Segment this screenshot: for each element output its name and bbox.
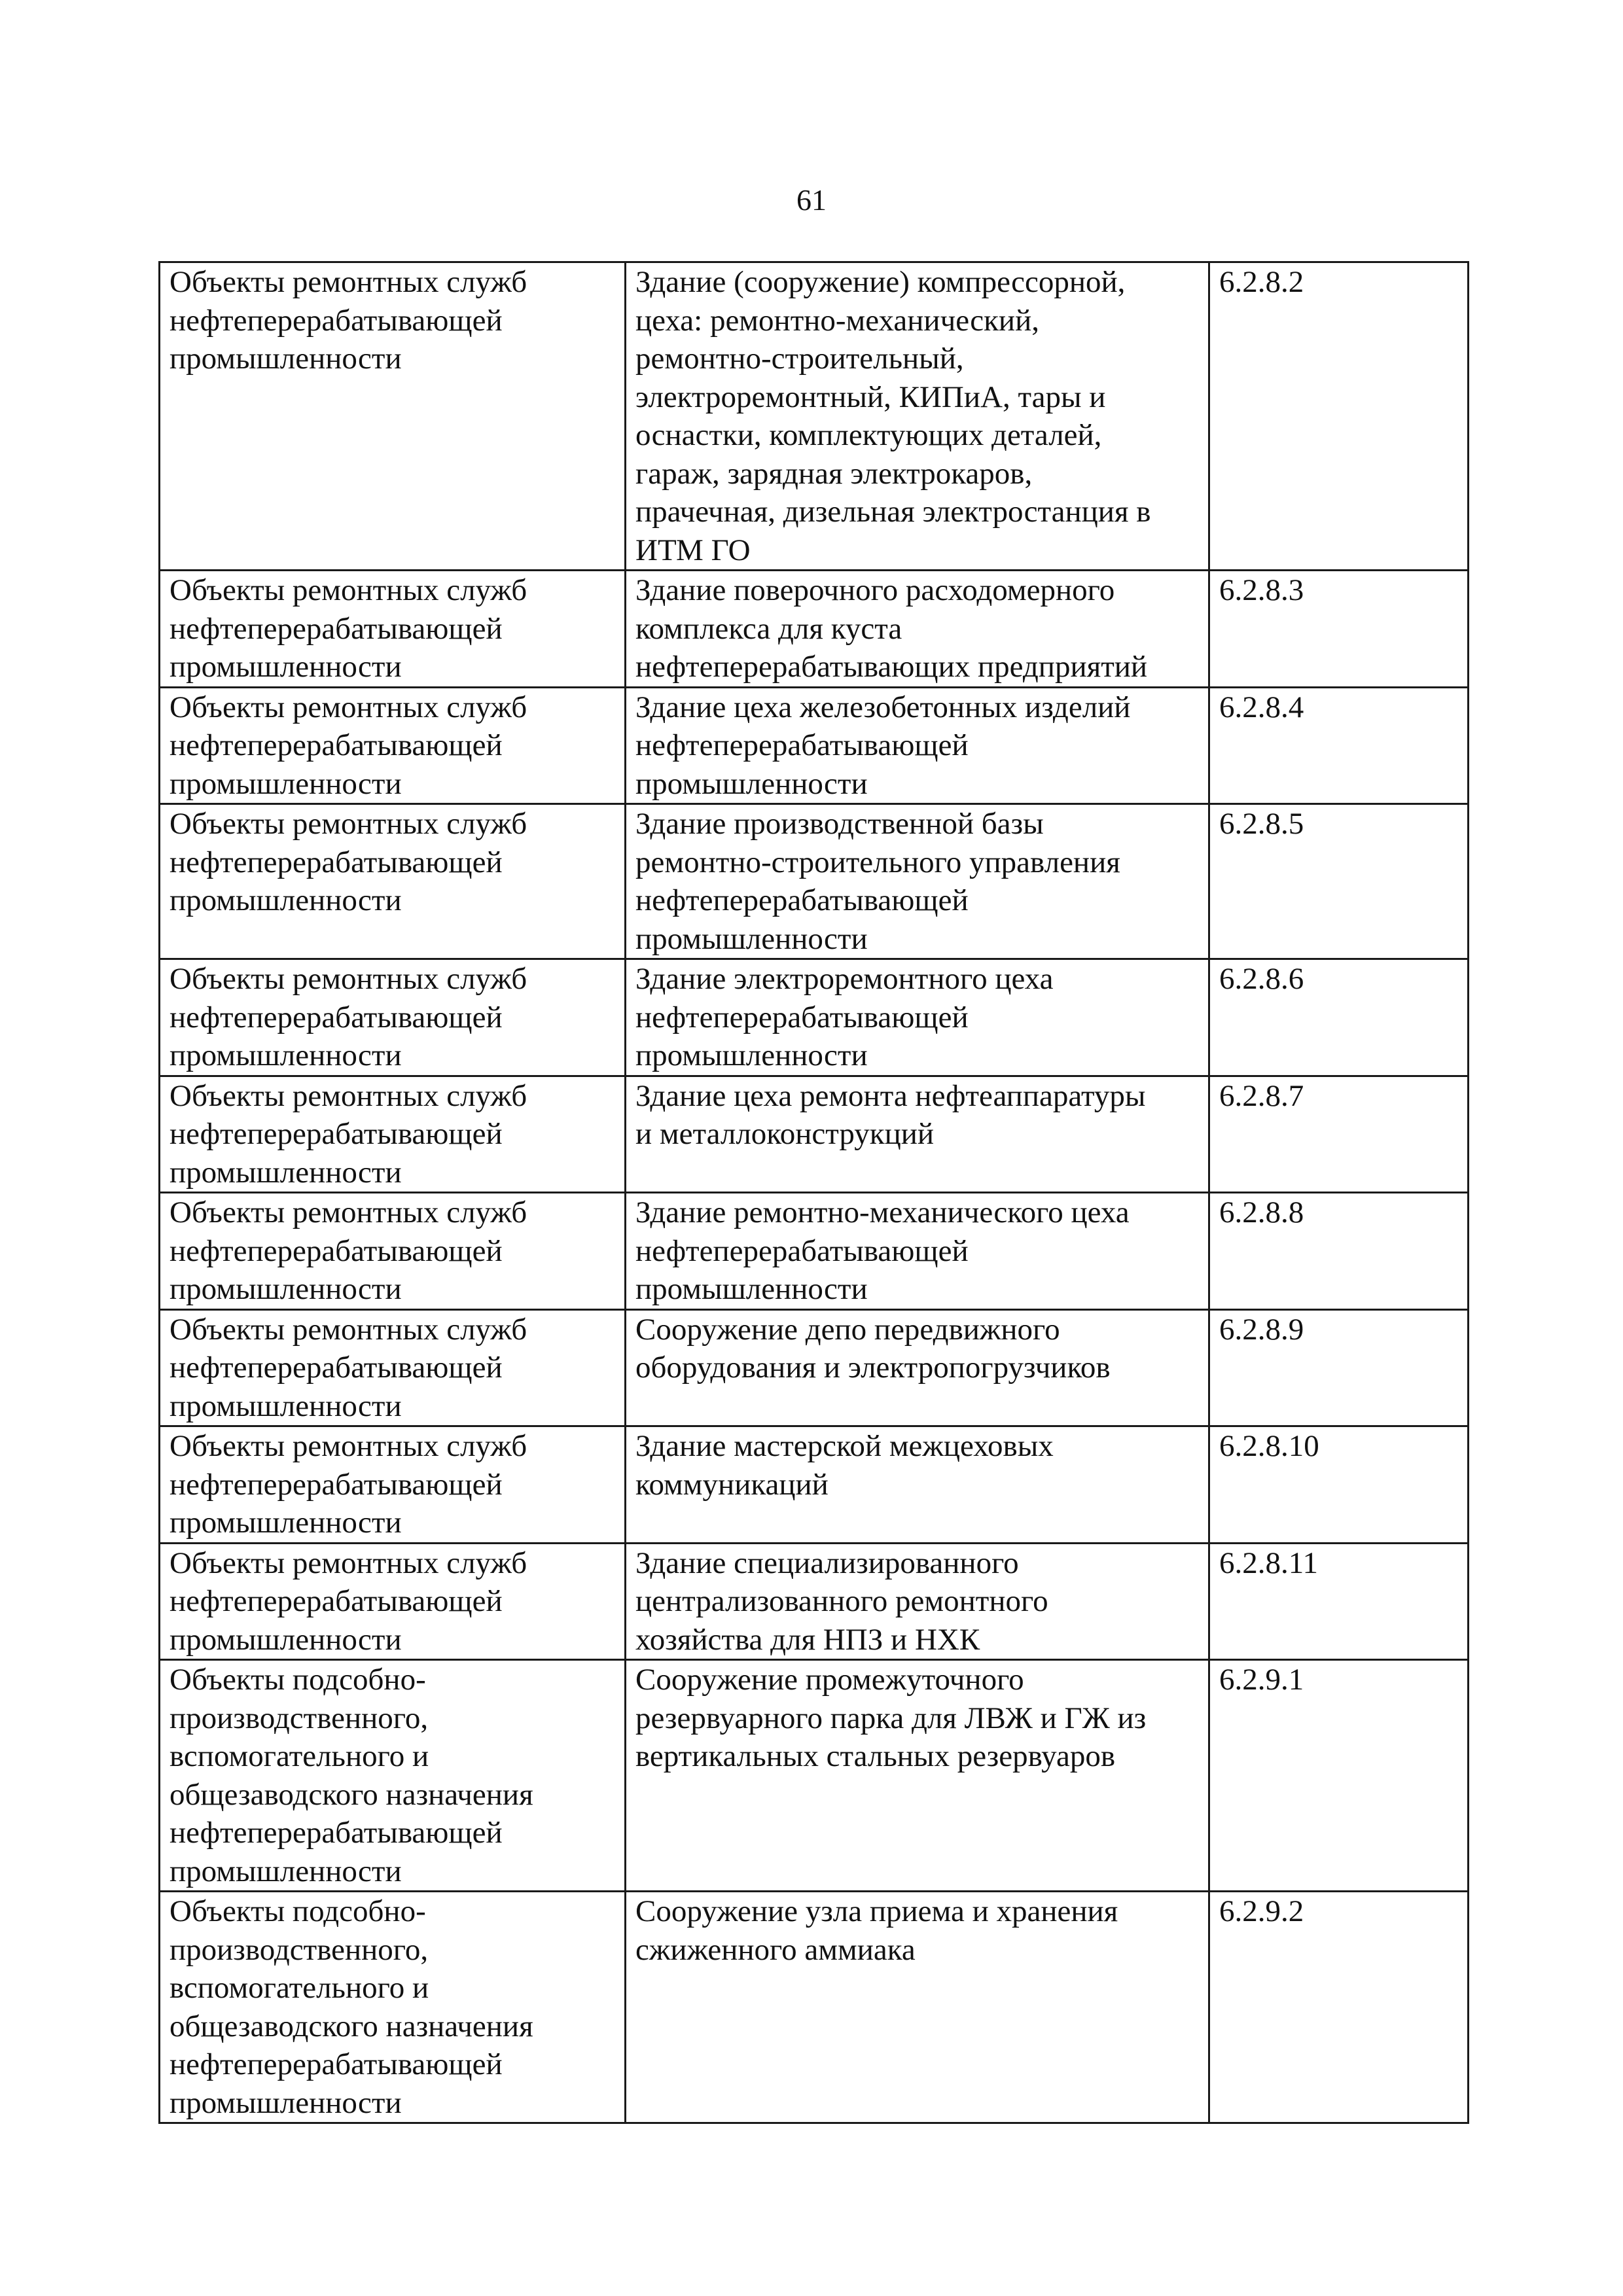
object-cell <box>626 262 1209 571</box>
code-text: 6.2.8.9 <box>1219 1312 1304 1347</box>
object-text: Сооружение промежуточного резервуарного парка для ЛВЖ и ГЖ из вертикальных стальных резервуаров <box>635 1663 1147 1773</box>
code-cell <box>1209 1426 1469 1544</box>
code-cell <box>1209 1076 1469 1193</box>
object-text: Сооружение депо передвижного оборудования и электропогрузчиков <box>635 1312 1111 1385</box>
object-text: Здание цеха железобетонных изделий нефтеперерабатывающей промышленности <box>635 690 1131 801</box>
category-cell <box>160 571 626 688</box>
category-text: Объекты ремонтных служб нефтеперерабатывающей промышленности <box>169 962 527 1072</box>
object-text: Сооружение узла приема и хранения сжиженного аммиака <box>635 1894 1118 1967</box>
code-cell <box>1209 1543 1469 1660</box>
category-text: Объекты ремонтных служб нефтеперерабатывающей промышленности <box>169 1078 527 1190</box>
object-text: Здание (сооружение) компрессорной, цеха: ремонтно-механический, ремонтно-строительный, электроремонтный, КИПиА, тары и оснастки, комплектующих деталей, гараж, зарядная электрокаров, прачечная, дизельная электростанция в ИТМ ГО <box>635 265 1151 567</box>
object-text: Здание ремонтно-механического цеха нефтеперерабатывающей промышленности <box>635 1195 1130 1306</box>
object-text: Здание электроремонтного цеха нефтеперерабатывающей промышленности <box>635 962 1054 1072</box>
code-text: 6.2.9.2 <box>1219 1894 1304 1928</box>
category-cell <box>160 1426 626 1544</box>
category-text: Объекты ремонтных служб нефтеперерабатывающей промышленности <box>169 1312 527 1423</box>
category-text: Объекты ремонтных служб нефтеперерабатывающей промышленности <box>169 265 527 376</box>
category-cell <box>160 1193 626 1310</box>
code-cell <box>1209 959 1469 1076</box>
code-text: 6.2.8.2 <box>1219 265 1304 299</box>
object-text: Здание поверочного расходомерного комплекса для куста нефтеперерабатывающих предприятий <box>635 573 1148 684</box>
object-cell <box>626 804 1209 959</box>
category-cell <box>160 804 626 959</box>
object-text: Здание производственной базы ремонтно-строительного управления нефтеперерабатывающей промышленности <box>635 807 1120 956</box>
code-text: 6.2.8.3 <box>1219 573 1304 607</box>
table-row <box>160 1660 1469 1892</box>
object-cell <box>626 1543 1209 1660</box>
object-cell <box>626 959 1209 1076</box>
code-text: 6.2.8.7 <box>1219 1078 1304 1113</box>
code-cell <box>1209 687 1469 804</box>
table-row <box>160 804 1469 959</box>
code-text: 6.2.9.1 <box>1219 1663 1304 1697</box>
category-cell <box>160 1543 626 1660</box>
object-cell <box>626 1892 1209 2123</box>
code-text: 6.2.8.6 <box>1219 962 1304 996</box>
code-cell <box>1209 1309 1469 1426</box>
table-row <box>160 262 1469 571</box>
category-text: Объекты ремонтных служб нефтеперерабатывающей промышленности <box>169 1195 527 1306</box>
table-row <box>160 687 1469 804</box>
category-text: Объекты подсобно- производственного, вспомогательного и общезаводского назначения нефтеперерабатывающей промышленности <box>169 1894 533 2120</box>
code-cell <box>1209 804 1469 959</box>
page-number: 61 <box>796 183 827 217</box>
object-text: Здание мастерской межцеховых коммуникаций <box>635 1429 1054 1502</box>
object-text: Здание цеха ремонта нефтеаппаратуры и металлоконструкций <box>635 1078 1146 1151</box>
table-row <box>160 1426 1469 1544</box>
table-row <box>160 1309 1469 1426</box>
object-cell <box>626 1076 1209 1193</box>
category-cell <box>160 1660 626 1892</box>
category-cell <box>160 1309 626 1426</box>
code-cell <box>1209 1193 1469 1310</box>
table-row <box>160 1193 1469 1310</box>
code-text: 6.2.8.11 <box>1219 1545 1319 1580</box>
category-cell <box>160 1892 626 2123</box>
table-row <box>160 959 1469 1076</box>
table-row <box>160 1076 1469 1193</box>
table-row <box>160 1543 1469 1660</box>
code-text: 6.2.8.4 <box>1219 690 1304 724</box>
table-row <box>160 1892 1469 2123</box>
category-cell <box>160 1076 626 1193</box>
category-cell <box>160 687 626 804</box>
object-cell <box>626 687 1209 804</box>
category-text: Объекты ремонтных служб нефтеперерабатывающей промышленности <box>169 1545 527 1657</box>
object-cell <box>626 1660 1209 1892</box>
table-body <box>160 262 1469 2123</box>
code-cell <box>1209 262 1469 571</box>
category-text: Объекты ремонтных служб нефтеперерабатывающей промышленности <box>169 1429 527 1540</box>
code-cell <box>1209 1660 1469 1892</box>
category-text: Объекты ремонтных служб нефтеперерабатывающей промышленности <box>169 807 527 917</box>
object-cell <box>626 1426 1209 1544</box>
object-text: Здание специализированного централизованного ремонтного хозяйства для НПЗ и НХК <box>635 1545 1048 1657</box>
code-text: 6.2.8.5 <box>1219 807 1304 841</box>
objects-table <box>158 261 1469 2124</box>
category-text: Объекты ремонтных служб нефтеперерабатывающей промышленности <box>169 690 527 801</box>
code-text: 6.2.8.8 <box>1219 1195 1304 1229</box>
code-cell <box>1209 571 1469 688</box>
table-row <box>160 571 1469 688</box>
category-text: Объекты подсобно- производственного, вспомогательного и общезаводского назначения нефтеперерабатывающей промышленности <box>169 1663 533 1888</box>
category-cell <box>160 262 626 571</box>
code-cell <box>1209 1892 1469 2123</box>
category-cell <box>160 959 626 1076</box>
object-cell <box>626 1193 1209 1310</box>
category-text: Объекты ремонтных служб нефтеперерабатывающей промышленности <box>169 573 527 684</box>
object-cell <box>626 571 1209 688</box>
object-cell <box>626 1309 1209 1426</box>
code-text: 6.2.8.10 <box>1219 1429 1319 1463</box>
